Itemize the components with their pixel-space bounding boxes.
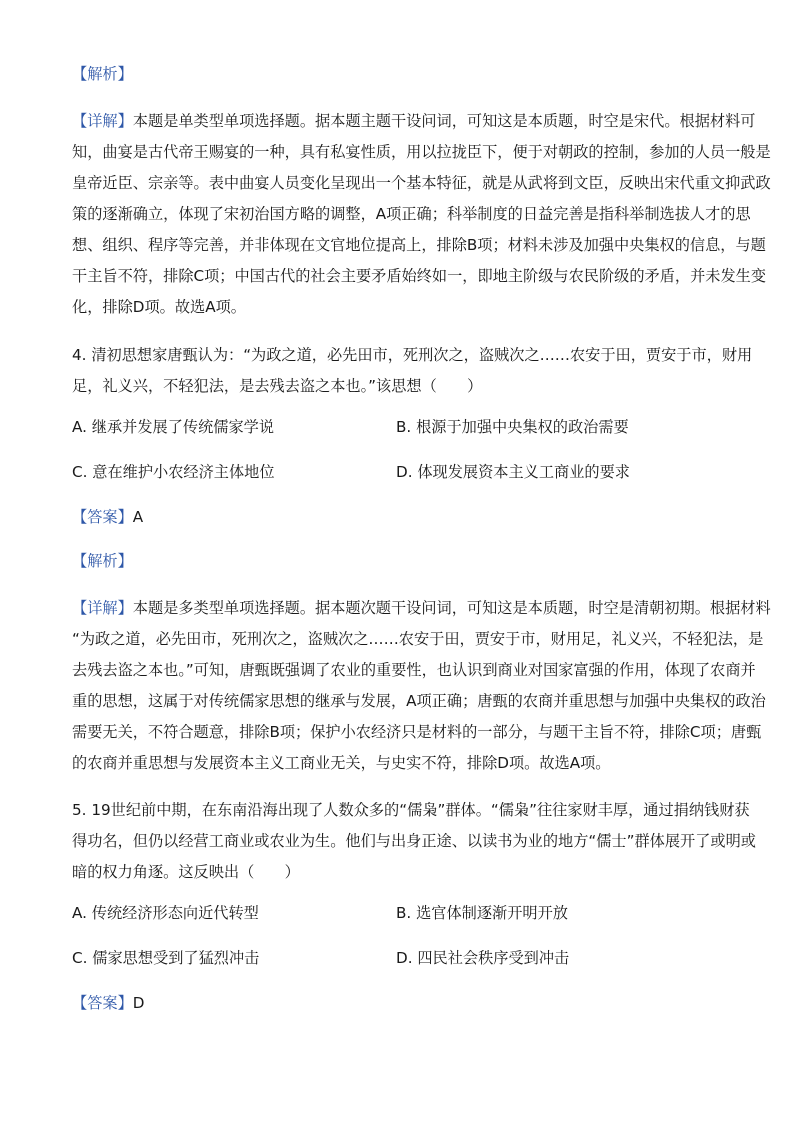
answer-label: 【答案】 [72, 994, 133, 1012]
answer-label: 【答案】 [72, 508, 133, 526]
analysis-heading-2 [72, 546, 724, 577]
question-line: 5. 19世纪前中期，在东南沿海出现了人数众多的“儒枭”群体。“儒枭”往往家财丰厚，通过捐纳钱财获 [72, 801, 750, 819]
question-line: 暗的权力角逐。这反映出（ ） [72, 863, 300, 881]
detail-line: 的农商并重思想与发展资本主义工商业无关，与史实不符，排除D项。故选A项。 [72, 754, 611, 772]
detail-tag: 【详解】 [72, 112, 133, 130]
detail-line: 【详解】本题是单类型单项选择题。据本题主题干设问词，可知这是本质题，时空是宋代。根据材料可 [72, 112, 756, 130]
detail-paragraph-2 [72, 593, 771, 779]
question-line: 得功名，但仍以经营工商业或农业为生。他们与出身正途、以读书为业的地方“儒士”群体展开了或明或 [72, 832, 756, 850]
detail-line: 【详解】本题是多类型单项选择题。据本题次题干设问词，可知这是本质题，时空是清朝初期。根据材料 [72, 599, 771, 617]
detail-line: 干主旨不符，排除C项；中国古代的社会主要矛盾始终如一，即地主阶级与农民阶级的矛盾，并未发生变 [72, 267, 767, 285]
answer-value: D [132, 994, 145, 1012]
detail-line: 去残去盗之本也。”可知，唐甄既强调了农业的重要性，也认识到商业对国家富强的作用，体现了农商并 [72, 661, 756, 679]
q5-option-c: C. 儒家思想受到了猛烈冲击 [72, 949, 260, 967]
question-4-stem [72, 340, 753, 402]
answer-line [72, 988, 724, 1019]
detail-line: 策的逐渐确立，体现了宋初治国方略的调整，A项正确；科举制度的日益完善是指科举制选拔人才的思 [72, 205, 751, 223]
detail-paragraph-1 [72, 106, 771, 323]
detail-line: “为政之道，必先田市，死刑次之，盗贼次之……农安于田，贾安于市，财用足，礼义兴，不轻犯法，是 [72, 630, 764, 648]
detail-line: 需要无关，不符合题意，排除B项；保护小农经济只是材料的一部分，与题干主旨不符，排除C项；唐甄 [72, 723, 762, 741]
question-line: 足，礼义兴，不轻犯法，是去残去盗之本也。”该思想（ ） [72, 377, 483, 395]
detail-line: 重的思想，这属于对传统儒家思想的继承与发展，A项正确；唐甄的农商并重思想与加强中央集权的政治 [72, 692, 766, 710]
q5-option-a: A. 传统经济形态向近代转型 [72, 904, 259, 922]
q5-answer [72, 988, 724, 1019]
answer-line [72, 502, 724, 533]
detail-line: 知，曲宴是古代帝王赐宴的一种，具有私宴性质，用以拉拢臣下，便于对朝政的控制，参加的人员一般是 [72, 143, 771, 161]
question-line: 4. 清初思想家唐甄认为：“为政之道，必先田市，死刑次之，盗贼次之……农安于田，贾安于市，财用 [72, 346, 753, 364]
q4-option-c: C. 意在维护小农经济主体地位 [72, 463, 275, 481]
detail-line: 想、组织、程序等完善，并非体现在文官地位提高上，排除B项；材料未涉及加强中央集权的信息，与题 [72, 236, 766, 254]
detail-tag: 【详解】 [72, 599, 133, 617]
q5-option-d: D. 四民社会秩序受到冲击 [396, 949, 570, 967]
question-5-stem [72, 795, 756, 888]
q4-answer [72, 502, 724, 533]
q5-option-b: B. 选官体制逐渐开明开放 [396, 904, 568, 922]
analysis-label: 【解析】 [72, 65, 133, 83]
detail-line: 化，排除D项。故选A项。 [72, 298, 246, 316]
q4-option-b: B. 根源于加强中央集权的政治需要 [396, 418, 629, 436]
analysis-label: 【解析】 [72, 552, 133, 570]
analysis-heading-1 [72, 59, 724, 90]
answer-value: A [132, 508, 144, 526]
q4-option-d: D. 体现发展资本主义工商业的要求 [396, 463, 630, 481]
detail-line: 皇帝近臣、宗亲等。表中曲宴人员变化呈现出一个基本特征，就是从武将到文臣，反映出宋代重文抑武政 [72, 174, 771, 192]
q4-option-a: A. 继承并发展了传统儒家学说 [72, 418, 275, 436]
